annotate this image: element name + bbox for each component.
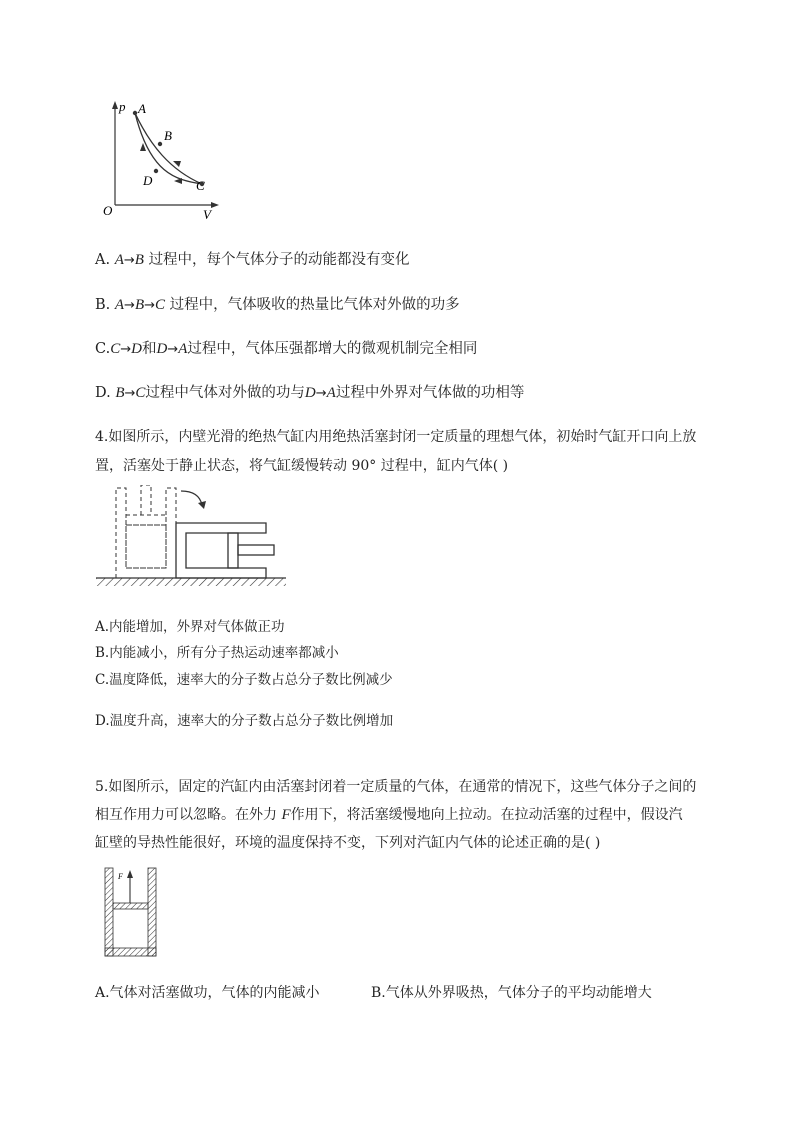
q5-stem-line1: 5.如图所示，固定的汽缸内由活塞封闭着一定质量的气体，在通常的情况下，这些气体分子之间的 (95, 779, 697, 795)
point-b (158, 142, 162, 146)
q3-d-p4: A (326, 385, 336, 401)
q3-option-b (95, 295, 460, 316)
q4-option-d: D.温度升高，速率大的分子数占总分子数比例增加 (95, 713, 394, 729)
q3-c-mid: 和 (141, 341, 157, 357)
q3-c-p3: D (156, 341, 168, 357)
q3-d-p2: C (135, 385, 146, 401)
arrow-c-to-d (174, 178, 182, 184)
force-arrow-head (127, 870, 133, 878)
q3-d-p3: D (304, 385, 316, 401)
q3-option-d-prefix: D. (95, 385, 111, 401)
q4-option-a: A.内能增加，外界对气体做正功 (95, 619, 285, 635)
ground-hatch (96, 578, 286, 586)
q3-a-text: 过程中，每个气体分子的动能都没有变化 (148, 252, 410, 268)
q3-a-p2: B (134, 252, 144, 268)
q4-stem-line1: 4.如图所示，内壁光滑的绝热气缸内用绝热活塞封闭一定质量的理想气体，初始时气缸开口向上放 (95, 429, 697, 445)
rotation-arrow-head (198, 501, 206, 509)
q3-d-p1: B (115, 385, 125, 401)
right-wall (148, 868, 156, 956)
point-d (154, 169, 158, 173)
q5-stem-line2-a: 相互作用力可以忽略。在外力 (95, 807, 282, 823)
q3-option-c (95, 339, 477, 360)
q3-c-p2: D (131, 341, 142, 357)
q5-option-b: B.气体从外界吸热，气体分子的平均动能增大 (371, 985, 652, 1001)
force-label: F (118, 872, 123, 881)
upright-piston (126, 485, 166, 525)
q3-b-p1: A (114, 297, 125, 313)
cylinder-rotation-figure (96, 485, 296, 590)
piston (113, 903, 148, 909)
point-c-label: C (196, 178, 205, 193)
upright-cylinder (116, 488, 176, 578)
q5-option-a: A.气体对活塞做功，气体的内能减小 (95, 985, 320, 1001)
fixed-cylinder-figure (100, 866, 170, 961)
q3-c-p1: C (110, 341, 121, 357)
q3-option-b-prefix: B. (95, 297, 111, 313)
q5-force-symbol: F (281, 807, 291, 823)
q4-option-c: C.温度降低，速率大的分子数占总分子数比例减少 (95, 672, 393, 688)
q3-option-a-prefix: A. (95, 252, 111, 268)
point-b-label: B (164, 128, 172, 143)
q5-stem-line3: 缸壁的导热性能很好，环境的温度保持不变，下列对汽缸内气体的论述正确的是( ) (95, 835, 601, 851)
v-axis-arrow (211, 202, 219, 208)
point-a (133, 111, 137, 115)
q3-a-p1: A (114, 252, 124, 268)
q3-option-a (95, 250, 410, 271)
q3-c-text: 过程中，气体压强都增大的微观机制完全相同 (187, 341, 478, 357)
q3-option-c-prefix: C. (95, 341, 111, 357)
q3-d-text: 过程中外界对气体做的功相等 (335, 385, 525, 401)
pv-diagram (95, 95, 225, 220)
q3-d-arrow2: → (315, 386, 327, 401)
origin-label: O (103, 203, 113, 218)
q4-stem-line2: 置，活塞处于静止状态，将气缸缓慢转动 90° 过程中，缸内气体( ) (95, 458, 509, 474)
point-a-label: A (138, 101, 146, 116)
q4-option-b: B.内能减小，所有分子热运动速率都减小 (95, 645, 339, 661)
q3-b-p2: B (134, 297, 145, 313)
q3-d-mid: 过程中气体对外做的功与 (145, 385, 305, 401)
bottom-wall (105, 948, 156, 956)
q3-b-text: 过程中，气体吸收的热量比气体对外做的功多 (169, 297, 460, 313)
q3-c-p4: A (178, 341, 188, 357)
q5-stem-line2-b: 作用下，将活塞缓慢地向上拉动。在拉动活塞的过程中，假设汽 (290, 807, 683, 823)
q3-d-arrow1: → (124, 386, 136, 401)
horizontal-piston (228, 533, 238, 568)
left-wall (105, 868, 113, 956)
q3-b-p3: C (155, 297, 166, 313)
p-axis-arrow (112, 101, 118, 109)
q3-b-arrow2: → (144, 298, 156, 313)
upright-gas-region (126, 525, 166, 568)
p-axis-label: p (119, 99, 126, 114)
q3-option-d (95, 383, 524, 404)
horizontal-cylinder (176, 523, 266, 578)
horizontal-piston-rod (238, 545, 274, 555)
point-d-label: D (143, 173, 153, 188)
q3-c-arrow2: → (167, 342, 179, 357)
q3-b-arrow1: → (124, 298, 135, 313)
v-axis-label: V (203, 207, 211, 220)
q5-stem-line2 (95, 805, 683, 825)
q3-a-arrow: → (123, 253, 135, 268)
q3-c-arrow1: → (120, 342, 132, 357)
